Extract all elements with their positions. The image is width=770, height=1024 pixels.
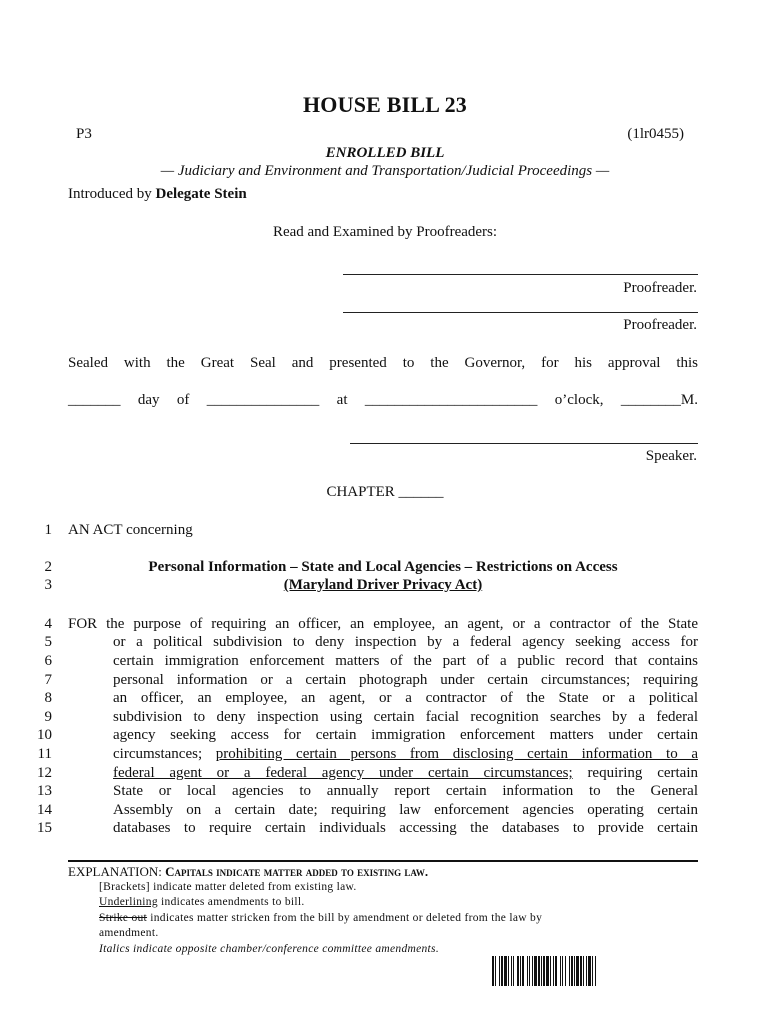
- sponsor-name: Delegate Stein: [155, 186, 247, 202]
- bill-short-title: (Maryland Driver Privacy Act): [283, 577, 483, 593]
- line-number: 15: [37, 820, 52, 836]
- line-number: 9: [44, 709, 52, 725]
- lr-number: (1lr0455): [627, 126, 684, 142]
- purpose-line: databases to require certain individuals accessing the databases to provide certain: [113, 820, 698, 836]
- purpose-line: FOR the purpose of requiring an officer, an employee, an agent, or a contractor of the State: [68, 616, 698, 632]
- of-blank: _______________: [206, 392, 320, 408]
- sealed-statement: Sealed with the Great Seal and presented to the Governor, for his approval this: [68, 355, 698, 371]
- committee-line: — Judiciary and Environment and Transportation/Judicial Proceedings —: [160, 163, 610, 179]
- amendment-text: prohibiting certain persons from disclosing certain information to a: [215, 746, 698, 762]
- introduced-by: [68, 186, 247, 203]
- purpose-line: Assembly on a certain date; requiring law enforcement agencies operating certain: [113, 802, 698, 818]
- explanation-label: EXPLANATION:: [68, 864, 162, 879]
- line-number: 10: [37, 727, 52, 743]
- proofreader-signature-line-1: [343, 274, 698, 275]
- explanation-strikeout-cont: amendment.: [99, 927, 159, 939]
- explanation-capitals: Capitals indicate matter added to existing law.: [165, 864, 429, 879]
- strike-word: Strike out: [99, 912, 148, 924]
- purpose-line: [113, 765, 698, 782]
- day-blank: _______: [68, 392, 121, 408]
- line-number: 12: [37, 765, 52, 781]
- purpose-line: or a political subdivision to deny inspection by a federal agency seeking access for: [113, 634, 698, 650]
- line-number: 13: [37, 783, 52, 799]
- explanation-strikeout: [99, 912, 542, 924]
- bill-title: HOUSE BILL 23: [303, 92, 467, 117]
- bill-subject: Personal Information – State and Local Agencies – Restrictions on Access: [148, 559, 618, 575]
- oclock-word: o’clock,: [554, 392, 604, 408]
- proofreaders-heading: Read and Examined by Proofreaders:: [272, 224, 498, 240]
- line-number: 5: [44, 634, 52, 650]
- underlining-text: indicates amendments to bill.: [157, 896, 305, 908]
- explanation-brackets: [99, 881, 357, 893]
- purpose-line: subdivision to deny inspection using certain facial recognition searches by a federal: [113, 709, 698, 725]
- purpose-line: agency seeking access for certain immigration enforcement matters under certain: [113, 727, 698, 743]
- explanation-heading: [68, 864, 428, 880]
- speaker-signature-line: [350, 443, 698, 444]
- purpose-line: certain immigration enforcement matters of the part of a public record that contains: [113, 653, 698, 669]
- underlining-word: Underlining: [99, 896, 158, 908]
- line-number: 14: [37, 802, 52, 818]
- line-number: 11: [37, 746, 52, 762]
- line-number: 3: [44, 577, 52, 593]
- purpose-line: [113, 746, 698, 763]
- purpose-text: requiring certain: [587, 765, 698, 781]
- at-blank: _______________________: [364, 392, 538, 408]
- chapter-line: CHAPTER ______: [326, 484, 444, 500]
- proofreader-signature-line-2: [343, 312, 698, 313]
- line-number: 7: [44, 672, 52, 688]
- line-number: 4: [44, 616, 52, 632]
- day-word: day: [137, 392, 160, 408]
- amendment-text: federal agent or a federal agency under certain circumstances;: [113, 765, 573, 781]
- proofreader-label-2: Proofreader.: [623, 317, 697, 333]
- enrolled-bill-label: ENROLLED BILL: [325, 145, 445, 161]
- explanation-italics: Italics indicate opposite chamber/conference committee amendments.: [99, 943, 440, 955]
- speaker-label: Speaker.: [645, 448, 697, 464]
- act-concerning: AN ACT concerning: [68, 522, 193, 538]
- line-number: 6: [44, 653, 52, 669]
- purpose-text: circumstances;: [113, 746, 203, 762]
- barcode: [492, 956, 682, 986]
- strike-text: indicates matter stricken from the bill by amendment or deleted from the law by: [147, 912, 543, 924]
- footer-rule: [68, 860, 698, 862]
- subject-code: P3: [76, 126, 92, 142]
- line-number: 2: [44, 559, 52, 575]
- purpose-line: State or local agencies to annually report certain information to the General: [113, 783, 698, 799]
- barcode-bar: [596, 956, 598, 986]
- at-word: at: [336, 392, 348, 408]
- brackets-text: indicate matter deleted from existing law.: [149, 881, 357, 893]
- introduced-prefix: Introduced by: [68, 186, 156, 202]
- purpose-line: an officer, an employee, an agent, or a contractor of the State or a political: [113, 690, 698, 706]
- proofreader-label-1: Proofreader.: [623, 280, 697, 296]
- approval-date-line: [68, 392, 698, 409]
- explanation-underlining: [99, 896, 305, 908]
- line-number: 1: [44, 522, 52, 538]
- of-word: of: [176, 392, 190, 408]
- line-number: 8: [44, 690, 52, 706]
- m-blank: ________M.: [620, 392, 698, 408]
- brackets-word: [Brackets]: [99, 881, 150, 893]
- purpose-line: personal information or a certain photograph under certain circumstances; requiring: [113, 672, 698, 688]
